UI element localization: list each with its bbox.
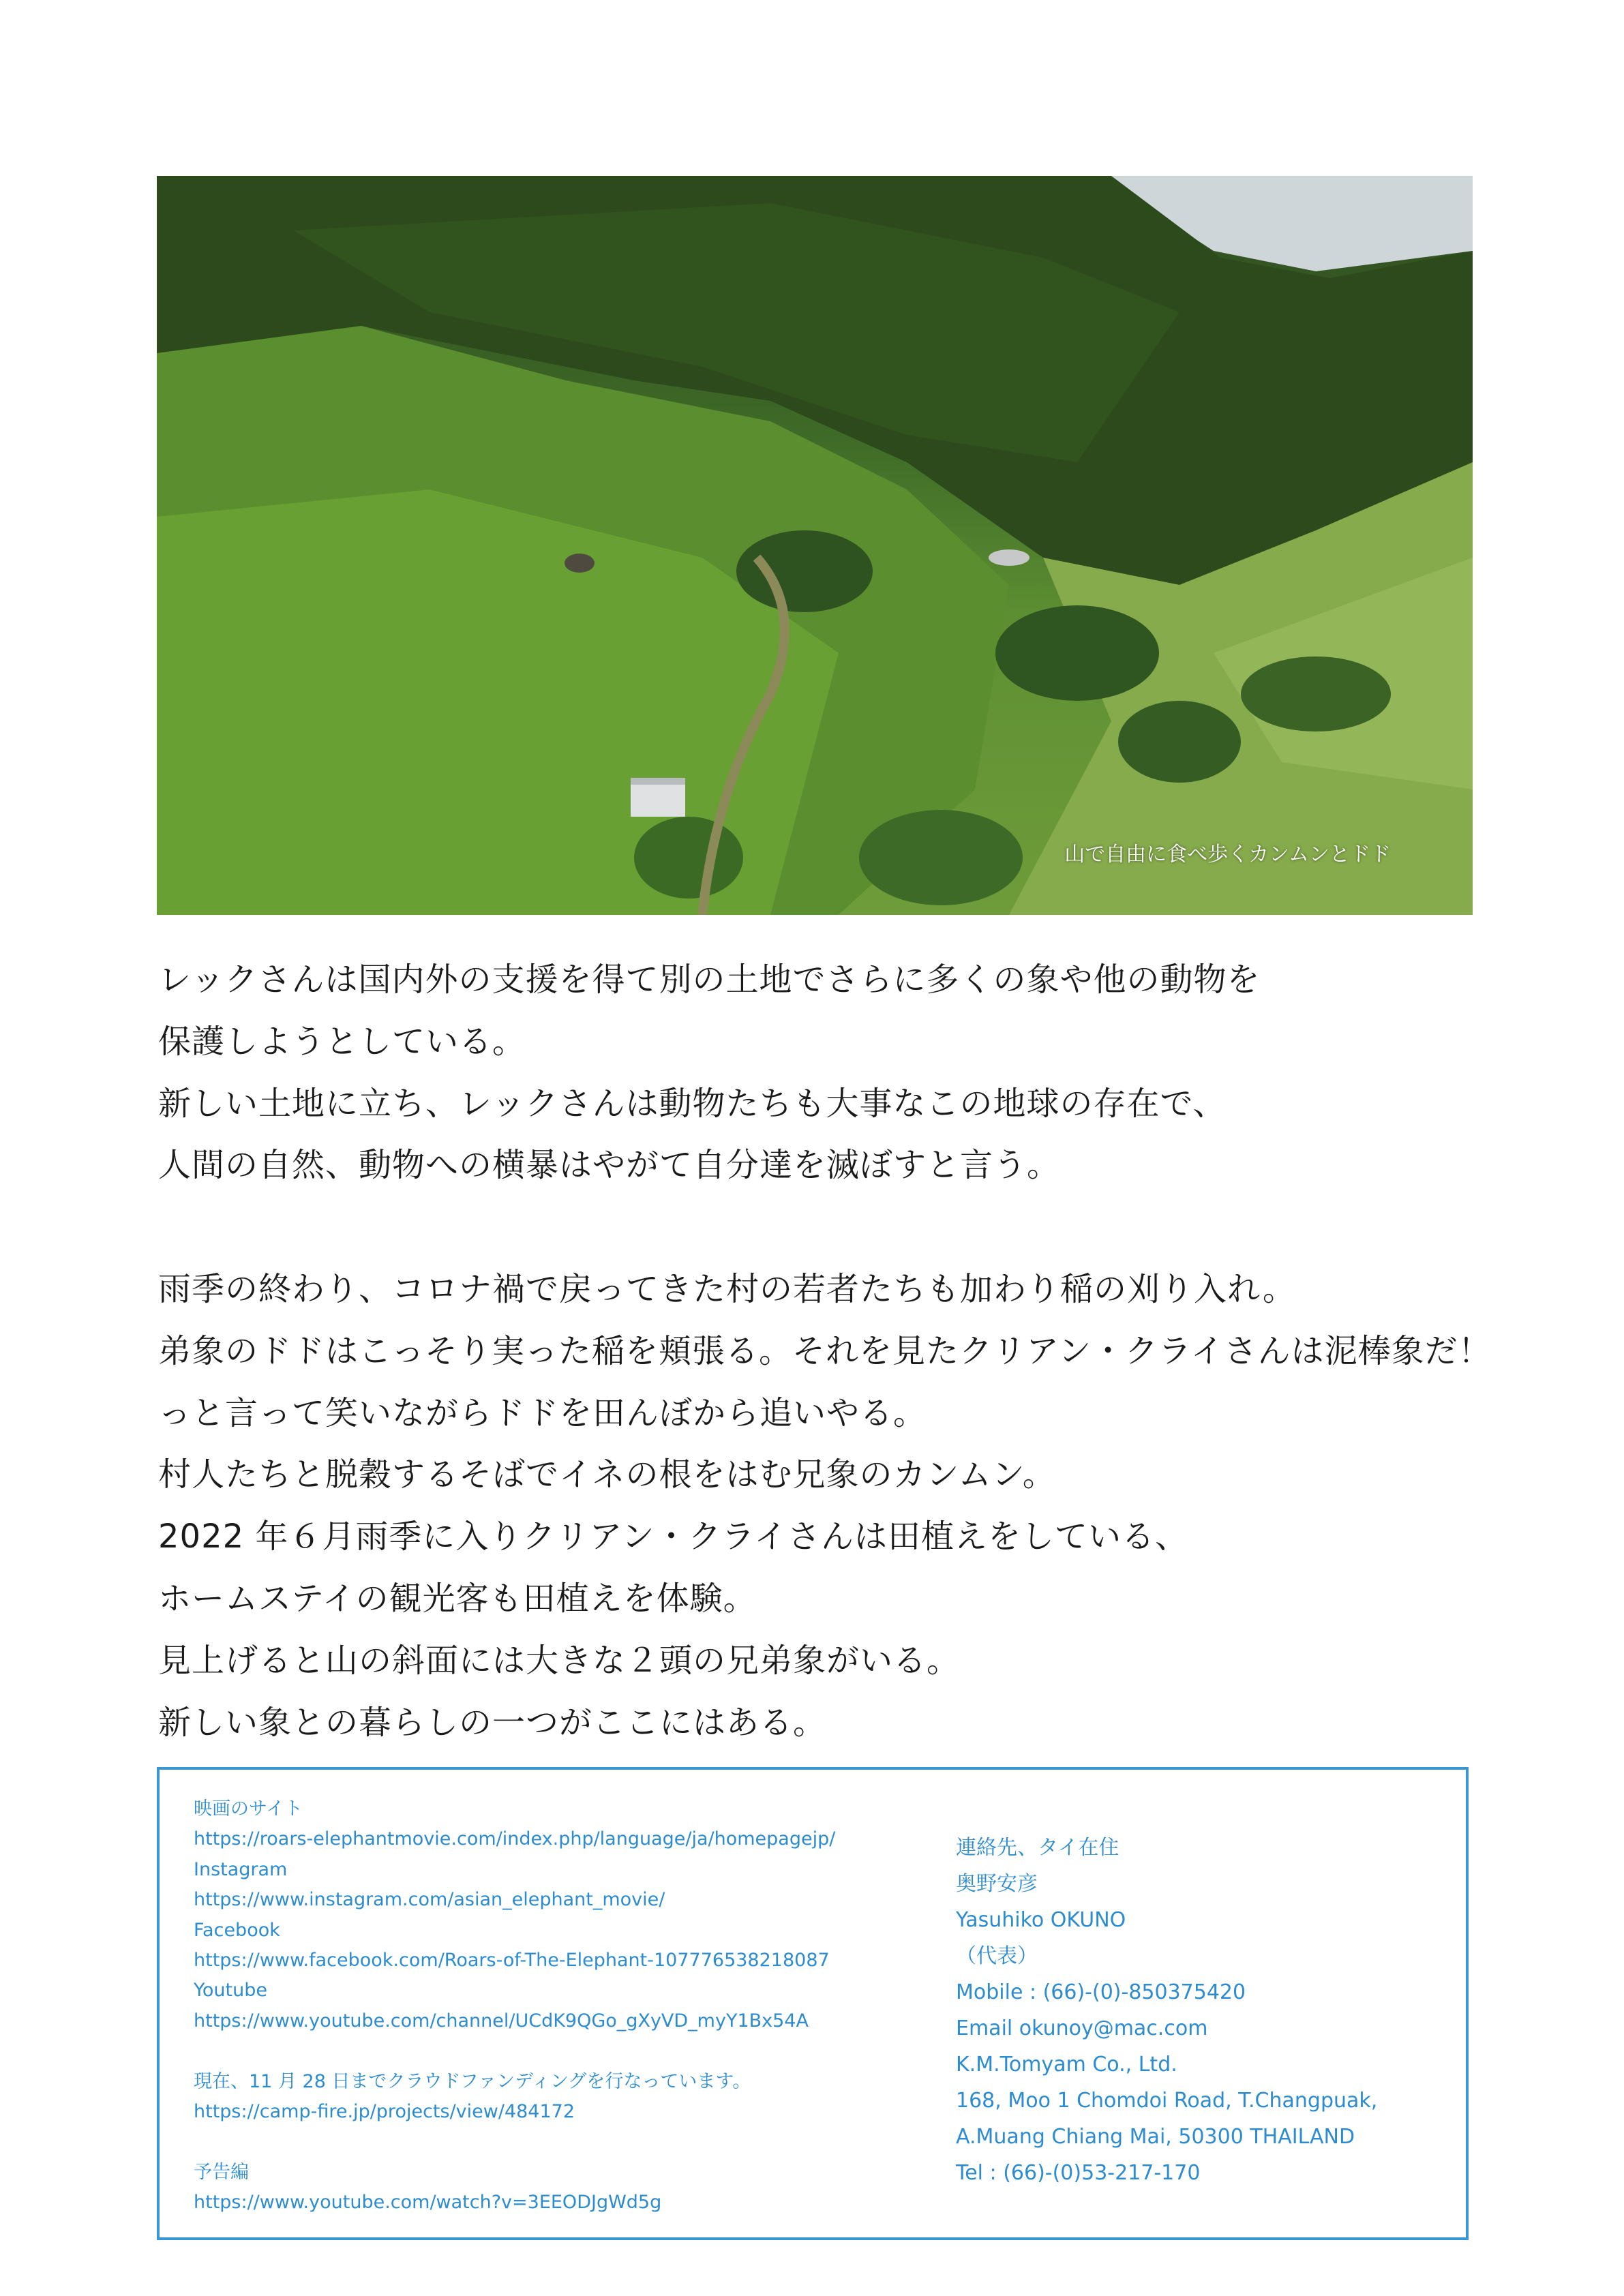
body-line: 見上げると山の斜面には大きな２頭の兄弟象がいる。 (158, 1641, 961, 1680)
landscape-illustration (157, 176, 1473, 915)
body-line: 弟象のドドはこっそり実った稲を頬張る。それを見たクリアン・クライさんは泥棒象だ！ (158, 1331, 1492, 1370)
contact-email[interactable]: Email okunoy@mac.com (956, 2016, 1208, 2040)
contact-line: 奥野安彦 (956, 1872, 1038, 1896)
link-label: 予告編 (194, 2161, 249, 2183)
body-line: 保護しようとしている。 (158, 1022, 526, 1061)
link-url[interactable]: https://www.youtube.com/channel/UCdK9QGo_gXyVD_myY1Bx54A (194, 2010, 809, 2031)
link-label: Youtube (194, 1980, 267, 2002)
elephant-hillside-photo (157, 176, 1473, 915)
body-line: 新しい土地に立ち、レックさんは動物たちも大事なこの地球の存在で、 (158, 1084, 1227, 1123)
body-line: 2022 年６月雨季に入りクリアン・クライさんは田植えをしている、 (158, 1517, 1189, 1556)
contact-line: （代表） (956, 1944, 1038, 1968)
body-line: 人間の自然、動物への横暴はやがて自分達を滅ぼすと言う。 (158, 1146, 1061, 1185)
contact-column (956, 1830, 1377, 2191)
article-body (158, 949, 1494, 1753)
contact-line: 168, Moo 1 Chomdoi Road, T.Changpuak, (956, 2089, 1378, 2113)
link-label: 映画のサイト (194, 1798, 303, 1819)
link-label: 現在、11 月 28 日までクラウドファンディングを行なっています。 (194, 2070, 751, 2092)
contact-line: K.M.Tomyam Co., Ltd. (956, 2053, 1177, 2076)
link-label: Facebook (194, 1919, 280, 1941)
contact-line: 連絡先、タイ在住 (956, 1836, 1119, 1860)
link-label: Instagram (194, 1858, 288, 1880)
link-url[interactable]: https://roars-elephantmovie.com/index.php/language/ja/homepagejp/ (194, 1828, 836, 1850)
body-line: ホームステイの観光客も田植えを体験。 (158, 1579, 757, 1618)
info-box (157, 1767, 1469, 2240)
link-url[interactable]: https://www.youtube.com/watch?v=3EEODJgWd5g (194, 2192, 662, 2214)
links-column (194, 1794, 835, 2218)
body-line: 雨季の終わり、コロナ禍で戻ってきた村の若者たちも加わり稲の刈り入れ。 (158, 1269, 1296, 1308)
contact-line: Yasuhiko OKUNO (956, 1908, 1126, 1932)
links-gap (194, 2127, 835, 2157)
body-line: 新しい象との暮らしの一つがここにはある。 (158, 1703, 827, 1742)
link-url[interactable]: https://www.instagram.com/asian_elephant_movie/ (194, 1889, 665, 1911)
body-line: レックさんは国内外の支援を得て別の土地でさらに多くの象や他の動物を (158, 961, 1261, 999)
photo-caption: 山で自由に食べ歩くカンムンとドド (1064, 843, 1391, 866)
paragraph-gap (158, 1196, 1494, 1258)
body-line: っと言って笑いながらドドを田んぼから追いやる。 (158, 1393, 927, 1432)
link-url[interactable]: https://camp-fire.jp/projects/view/484172 (194, 2100, 575, 2122)
link-url[interactable]: https://www.facebook.com/Roars-of-The-Elephant-107776538218087 (194, 1949, 830, 1971)
contact-line: Tel : (66)-(0)53-217-170 (956, 2161, 1201, 2185)
links-gap (194, 2036, 835, 2066)
body-line: 村人たちと脱穀するそばでイネの根をはむ兄象のカンムン。 (158, 1455, 1056, 1494)
contact-line: Mobile : (66)-(0)-850375420 (956, 1980, 1246, 2004)
contact-line: A.Muang Chiang Mai, 50300 THAILAND (956, 2125, 1355, 2149)
